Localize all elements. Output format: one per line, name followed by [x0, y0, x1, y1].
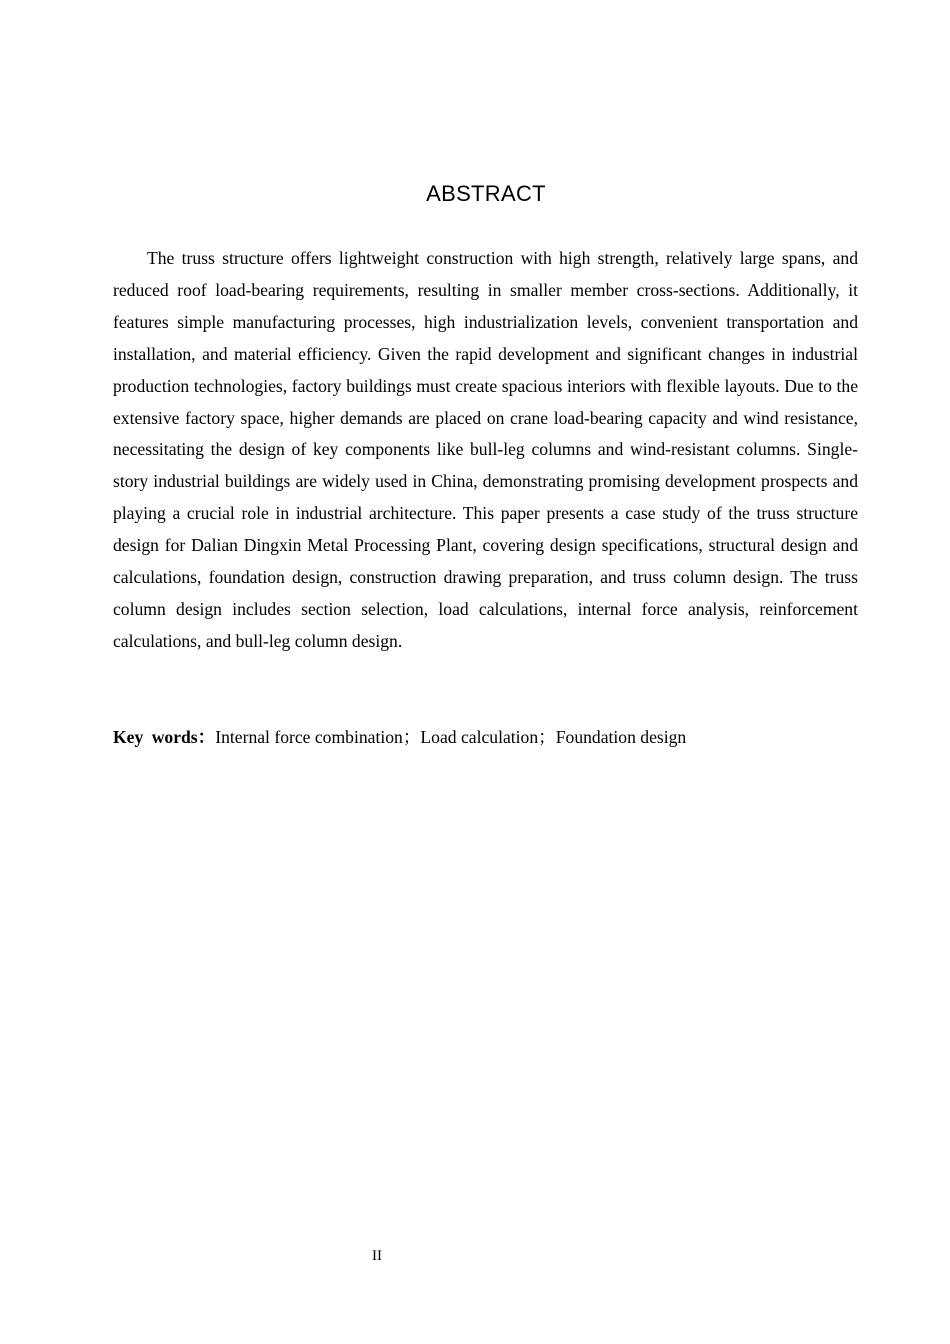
- keywords-line: [113, 722, 858, 754]
- abstract-paragraph: The truss structure offers lightweight construction with high strength, relatively large spans, and reduced roof load-bearing requirements, resulting in smaller member cross-sections. Additionally, it features simple manufacturing processes, high industrialization levels, convenient transportation and installation, and material efficiency. Given the rapid development and significant changes in industrial production technologies, factory buildings must create spacious interiors with flexible layouts. Due to the extensive factory space, higher demands are placed on crane load-bearing capacity and wind resistance, necessitating the design of key components like bull-leg columns and wind-resistant columns. Single-story industrial buildings are widely used in China, demonstrating promising development prospects and playing a crucial role in industrial architecture. This paper presents a case study of the truss structure design for Dalian Dingxin Metal Processing Plant, covering design specifications, structural design and calculations, foundation design, construction drawing preparation, and truss column design. The truss column design includes section selection, load calculations, internal force analysis, reinforcement calculations, and bull-leg column design.: [113, 248, 858, 651]
- page-number: II: [372, 1248, 382, 1264]
- abstract-title: ABSTRACT: [426, 181, 546, 206]
- keywords-text: Internal force combination；Load calculation；Foundation design: [215, 727, 687, 747]
- keywords-label: Key words：: [113, 727, 216, 747]
